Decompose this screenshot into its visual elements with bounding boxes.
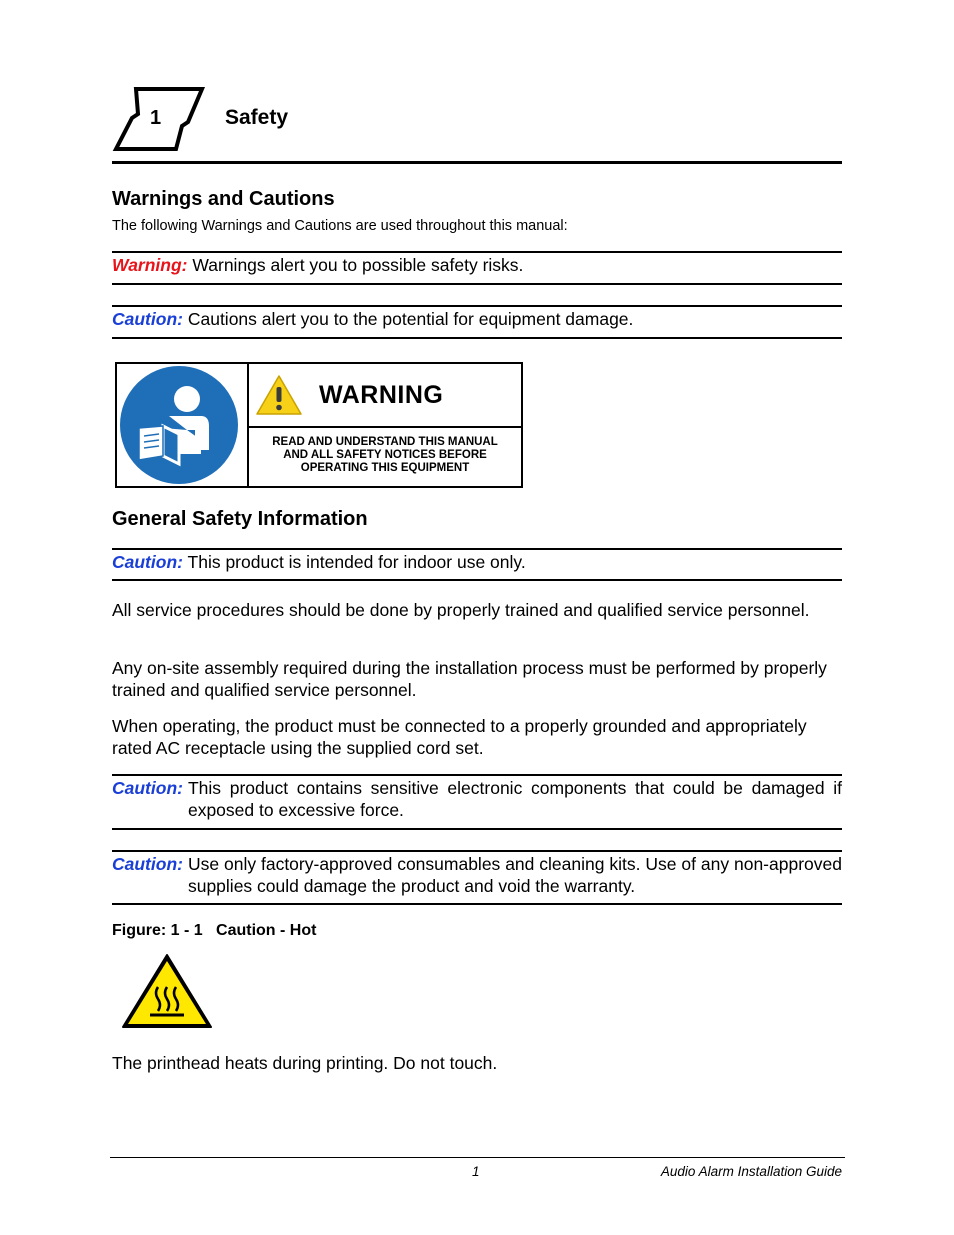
general-safety-heading: General Safety Information [112,508,368,530]
warnings-heading: Warnings and Cautions [112,188,335,210]
caution-text: Cautions alert you to the potential for equipment damage. [187,309,634,329]
warning-note [112,254,842,276]
sign-line-3: OPERATING THIS EQUIPMENT [300,462,470,474]
caution-consumables [112,853,842,897]
divider [112,903,842,905]
warning-triangle-icon [255,374,303,416]
sign-header [249,364,521,428]
footer-doc-title: Audio Alarm Installation Guide [660,1164,842,1179]
caution-label: Caution: [112,309,183,329]
caution-label: Caution: [112,854,183,874]
warning-label: Warning: [112,255,188,275]
warning-text: Warnings alert you to possible safety risks. [192,255,524,275]
paragraph-grounding: When operating, the product must be connected to a properly grounded and appropriately rated AC receptacle using the supplied cord set. [112,716,807,758]
chapter-title: Safety [225,106,289,129]
chapter-divider [112,161,842,164]
caution-label: Caution: [112,552,183,572]
divider [112,850,842,852]
sign-message [249,428,521,486]
caution-text: This product contains sensitive electronic components that could be damaged if exposed to excessive force. [187,778,842,820]
divider [112,828,842,830]
caution-label: Caution: [112,778,183,798]
footer-divider [110,1157,845,1158]
warnings-intro: The following Warnings and Cautions are used throughout this manual: [112,218,568,234]
divider [112,579,842,581]
hot-surface-icon [120,952,214,1030]
divider [112,774,842,776]
divider [112,337,842,339]
caution-text: This product is intended for indoor use only. [187,552,526,572]
sign-line-2: AND ALL SAFETY NOTICES BEFORE [283,449,487,461]
page-number: 1 [472,1164,480,1179]
figure-caption: Figure: 1 - 1 Caution - Hot [112,922,317,939]
caution-text: Use only factory-approved consumables and cleaning kits. Use of any non-approved supplies could damage the product and void the warranty. [187,854,842,896]
paragraph-assembly: Any on-site assembly required during the installation process must be performed by properly trained and qualified service personnel. [112,658,827,700]
read-manual-icon [117,364,247,486]
divider [112,548,842,550]
divider [112,251,842,253]
divider [112,305,842,307]
caution-indoor [112,551,842,573]
divider [112,283,842,285]
paragraph-service: All service procedures should be done by properly trained and qualified service personnel. [112,600,810,620]
caution-electronics [112,777,842,821]
warning-sign [115,362,523,488]
chapter-number: 1 [150,107,162,129]
closing-note: The printhead heats during printing. Do not touch. [112,1053,498,1073]
sign-icon-panel [117,364,249,486]
sign-title: WARNING [319,381,444,409]
sign-line-1: READ AND UNDERSTAND THIS MANUAL [272,436,498,448]
caution-note [112,308,842,330]
